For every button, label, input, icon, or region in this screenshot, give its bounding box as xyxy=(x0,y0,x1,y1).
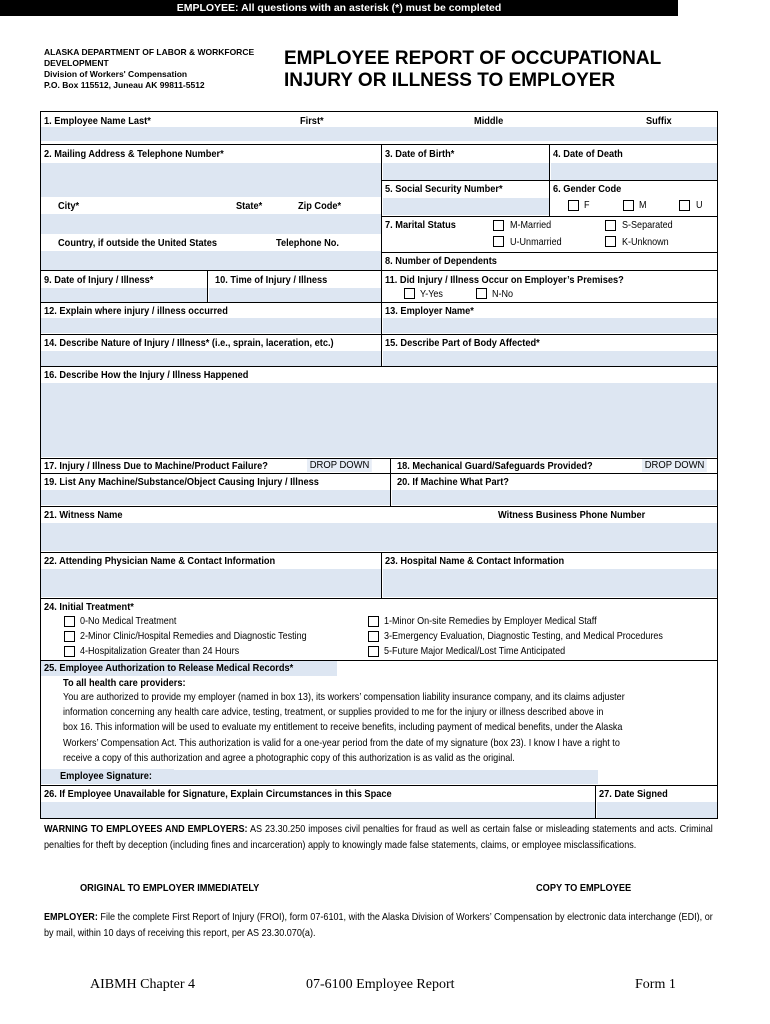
treatment-2-label: 2-Minor Clinic/Hospital Remedies and Diagnostic Testing xyxy=(80,630,307,642)
rule xyxy=(40,473,718,474)
label-employee-signature: Employee Signature: xyxy=(60,770,152,782)
treatment-0-label: 0-No Medical Treatment xyxy=(80,615,177,627)
mailing-address-field[interactable] xyxy=(41,163,381,197)
rule xyxy=(381,252,718,253)
gender-u-label: U xyxy=(696,199,703,211)
ssn-field[interactable] xyxy=(383,198,549,215)
original-to-employer: ORIGINAL TO EMPLOYER IMMEDIATELY xyxy=(80,882,260,894)
rule xyxy=(40,144,718,145)
rule xyxy=(40,334,718,335)
rule xyxy=(390,458,391,506)
gender-f-checkbox[interactable] xyxy=(568,200,579,211)
agency-address: P.O. Box 115512, Juneau AK 99811-5512 xyxy=(44,80,205,90)
gender-m-label: M xyxy=(639,199,647,211)
label-ssn: 5. Social Security Number* xyxy=(385,183,503,195)
physician-field[interactable] xyxy=(41,569,381,597)
date-of-birth-field[interactable] xyxy=(383,163,549,180)
machine-part-field[interactable] xyxy=(392,490,717,505)
machine-substance-field[interactable] xyxy=(41,490,390,505)
label-first-name: First* xyxy=(300,115,324,127)
treatment-5-label: 5-Future Major Medical/Lost Time Anticipated xyxy=(384,645,566,657)
marital-separated-label: S-Separated xyxy=(622,219,673,231)
employer-name-field[interactable] xyxy=(383,318,717,333)
warning-label: WARNING TO EMPLOYEES AND EMPLOYERS: xyxy=(44,824,248,835)
gender-m-checkbox[interactable] xyxy=(623,200,634,211)
nature-of-injury-field[interactable] xyxy=(41,351,381,366)
label-machine-substance: 19. List Any Machine/Substance/Object Causing Injury / Illness xyxy=(44,476,319,488)
employer-instructions xyxy=(44,910,713,941)
label-initial-treatment: 24. Initial Treatment* xyxy=(44,601,134,613)
hospital-field[interactable] xyxy=(383,569,717,597)
label-date-signed: 27. Date Signed xyxy=(599,788,668,800)
authorization-line: You are authorized to provide my employer (named in box 13), its workers’ compensation liability insurance company, and its claims adjuster xyxy=(63,692,625,703)
rule xyxy=(40,302,718,303)
label-state: State* xyxy=(236,200,263,212)
copy-to-employee: COPY TO EMPLOYEE xyxy=(536,882,632,894)
label-machine-part: 20. If Machine What Part? xyxy=(397,476,509,488)
premises-yes-checkbox[interactable] xyxy=(404,288,415,299)
label-where-occurred: 12. Explain where injury / illness occurred xyxy=(44,305,228,317)
marital-separated-checkbox[interactable] xyxy=(605,220,616,231)
rule xyxy=(40,506,718,507)
premises-no-label: N-No xyxy=(492,288,514,300)
label-date-of-birth: 3. Date of Birth* xyxy=(385,148,455,160)
employee-signature-field[interactable] xyxy=(174,770,598,784)
form-title xyxy=(284,48,661,92)
where-occurred-field[interactable] xyxy=(41,318,381,333)
agency-name-line1: ALASKA DEPARTMENT OF LABOR & WORKFORCE xyxy=(44,47,255,57)
premises-no-checkbox[interactable] xyxy=(476,288,487,299)
treatment-3-label: 3-Emergency Evaluation, Diagnostic Testing, and Medical Procedures xyxy=(384,630,663,642)
treatment-2-checkbox[interactable] xyxy=(64,631,75,642)
label-mechanical-guard: 18. Mechanical Guard/Safeguards Provided? xyxy=(397,460,593,472)
authorization-heading: To all health care providers: xyxy=(63,677,186,689)
authorization-line: Workers’ Compensation Act. This authorization is valid for a one-year period from the date of my signature (box 23). I know I have a right to xyxy=(63,737,620,749)
form-title-line1: EMPLOYEE REPORT OF OCCUPATIONAL xyxy=(284,48,662,69)
marital-unknown-checkbox[interactable] xyxy=(605,236,616,247)
employee-name-field[interactable] xyxy=(41,127,717,141)
form-title-line2: INJURY OR ILLNESS TO EMPLOYER xyxy=(284,70,616,91)
employer-text: File the complete First Report of Injury (FROI), form 07-6101, with the Alaska Division of Workers’ Compensation by electronic data interchange (EDI), or by mail, within 10 days of receiving this report, per AS 23.30.070(a). xyxy=(44,912,713,939)
rule xyxy=(207,270,208,302)
label-middle-name: Middle xyxy=(474,115,504,127)
treatment-1-checkbox[interactable] xyxy=(368,616,379,627)
marital-unmarried-label: U-Unmarried xyxy=(510,236,562,248)
time-of-injury-field[interactable] xyxy=(209,288,381,302)
label-machine-failure: 17. Injury / Illness Due to Machine/Product Failure? xyxy=(44,460,268,472)
body-part-field[interactable] xyxy=(383,351,717,366)
rule xyxy=(381,334,382,366)
treatment-0-checkbox[interactable] xyxy=(64,616,75,627)
label-employer-name: 13. Employer Name* xyxy=(385,305,474,317)
authorization-line: information concerning any health care advice, testing, treatment, or supplies provided to me for the injury or illness described above in xyxy=(63,707,604,719)
witness-field[interactable] xyxy=(41,523,717,551)
treatment-5-checkbox[interactable] xyxy=(368,646,379,657)
rule xyxy=(381,216,718,217)
label-country: Country, if outside the United States xyxy=(58,237,217,249)
agency-block xyxy=(44,47,254,91)
date-of-death-field[interactable] xyxy=(551,163,717,180)
treatment-1-label: 1-Minor On-site Remedies by Employer Medical Staff xyxy=(384,615,597,627)
marital-married-checkbox[interactable] xyxy=(493,220,504,231)
label-date-of-injury: 9. Date of Injury / Illness* xyxy=(44,274,154,286)
label-time-of-injury: 10. Time of Injury / Illness xyxy=(215,274,328,286)
label-number-of-dependents: 8. Number of Dependents xyxy=(385,255,497,267)
rule xyxy=(381,552,382,598)
label-employee-name-last: 1. Employee Name Last* xyxy=(44,115,151,127)
authorization-line: box 16. This information will be used to evaluate my entitlement to receive benefits, including payment of medical benefits, under the Alaska xyxy=(63,722,623,734)
circumstances-field[interactable] xyxy=(41,802,595,818)
label-telephone: Telephone No. xyxy=(276,237,339,249)
agency-name-line2: DEVELOPMENT xyxy=(44,58,109,68)
how-happened-field[interactable] xyxy=(41,383,717,457)
marital-unknown-label: K-Unknown xyxy=(622,236,669,248)
marital-married-label: M-Married xyxy=(510,219,552,231)
label-employer-premises: 11. Did Injury / Illness Occur on Employer’s Premises? xyxy=(385,274,624,286)
instruction-banner: EMPLOYEE: All questions with an asterisk (*) must be completed xyxy=(0,0,678,16)
label-marital-status: 7. Marital Status xyxy=(385,219,456,231)
rule xyxy=(40,366,718,367)
footer-form-number: Form 1 xyxy=(635,977,676,992)
date-signed-field[interactable] xyxy=(597,802,717,818)
mechanical-guard-dropdown[interactable]: DROP DOWN xyxy=(642,459,707,472)
label-witness-phone: Witness Business Phone Number xyxy=(498,509,646,521)
label-suffix: Suffix xyxy=(646,115,672,127)
treatment-3-checkbox[interactable] xyxy=(368,631,379,642)
label-hospital: 23. Hospital Name & Contact Information xyxy=(385,555,565,567)
footer-form-name: 07-6100 Employee Report xyxy=(306,977,455,992)
label-how-happened: 16. Describe How the Injury / Illness Happened xyxy=(44,369,249,381)
label-witness-name: 21. Witness Name xyxy=(44,509,123,521)
label-body-part: 15. Describe Part of Body Affected* xyxy=(385,337,540,349)
rule xyxy=(595,785,596,819)
label-gender-code: 6. Gender Code xyxy=(553,183,622,195)
label-authorization: 25. Employee Authorization to Release Medical Records* xyxy=(44,662,294,674)
date-of-injury-field[interactable] xyxy=(41,288,207,302)
premises-yes-label: Y-Yes xyxy=(420,288,443,300)
label-city: City* xyxy=(58,200,80,212)
footer-chapter: AIBMH Chapter 4 xyxy=(90,977,195,992)
label-date-of-death: 4. Date of Death xyxy=(553,148,623,160)
agency-division: Division of Workers' Compensation xyxy=(44,69,188,79)
label-zip: Zip Code* xyxy=(298,200,342,212)
label-nature-of-injury: 14. Describe Nature of Injury / Illness* (i.e., sprain, laceration, etc.) xyxy=(44,337,334,349)
country-telephone-field[interactable] xyxy=(41,251,381,271)
employer-label: EMPLOYER: xyxy=(44,912,98,923)
label-circumstances: 26. If Employee Unavailable for Signature, Explain Circumstances in this Space xyxy=(44,788,392,800)
authorization-line: receive a copy of this authorization and agree a photographic copy of this authorization is as valid as the original. xyxy=(63,752,515,764)
rule xyxy=(40,270,718,271)
label-attending-physician: 22. Attending Physician Name & Contact Information xyxy=(44,555,276,567)
gender-f-label: F xyxy=(584,199,590,211)
rule xyxy=(381,144,382,334)
authorization-text xyxy=(63,690,625,766)
treatment-4-checkbox[interactable] xyxy=(64,646,75,657)
warning-notice xyxy=(44,822,713,853)
marital-unmarried-checkbox[interactable] xyxy=(493,236,504,247)
warning-text: AS 23.30.250 imposes civil penalties for fraud as well as certain false or misleading statements and acts. Criminal penalties for theft by deception (including fines and incarceration) apply to knowingly made false statements, claims, or employee misclassifications. xyxy=(44,824,713,851)
gender-u-checkbox[interactable] xyxy=(679,200,690,211)
rule xyxy=(40,458,718,459)
label-mailing-address: 2. Mailing Address & Telephone Number* xyxy=(44,148,224,160)
treatment-4-label: 4-Hospitalization Greater than 24 Hours xyxy=(80,645,240,657)
machine-failure-dropdown[interactable]: DROP DOWN xyxy=(307,459,372,472)
rule xyxy=(40,552,718,553)
rule xyxy=(40,785,718,786)
rule xyxy=(40,598,718,599)
city-state-zip-field[interactable] xyxy=(41,214,381,234)
rule xyxy=(549,144,550,216)
